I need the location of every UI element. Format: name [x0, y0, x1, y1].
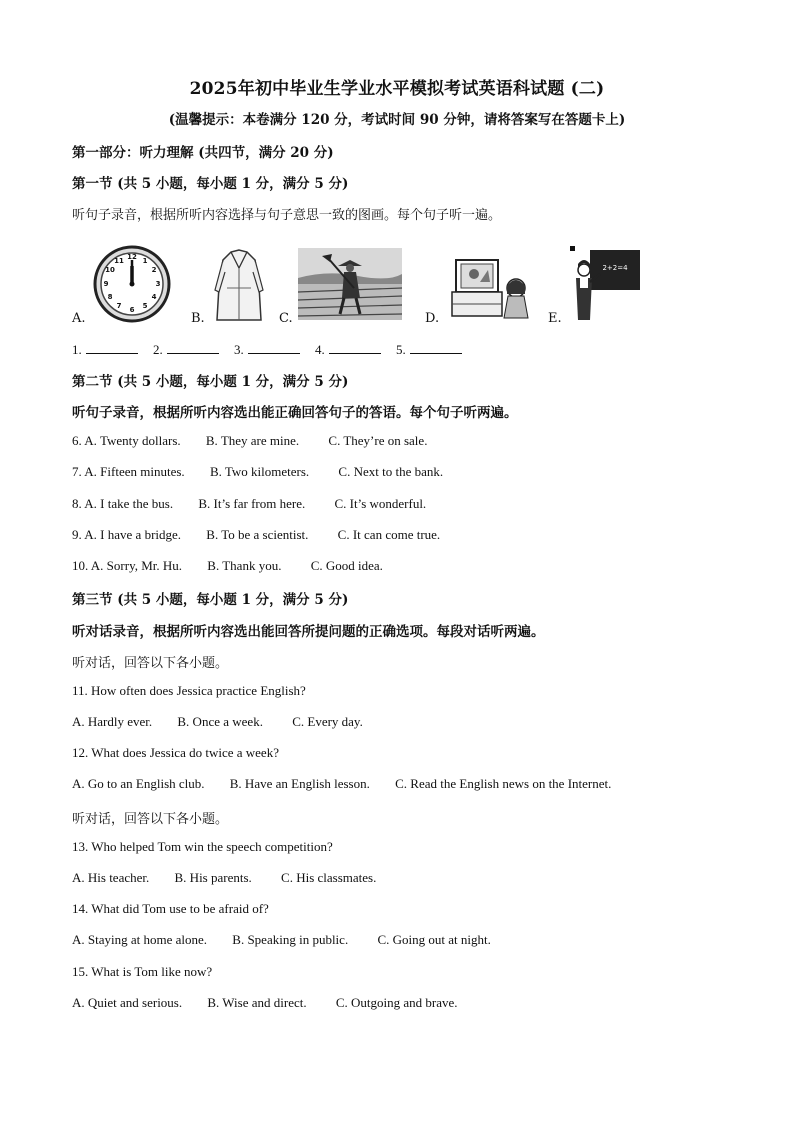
svg-text:6: 6 — [129, 306, 135, 314]
option-a: A. I have a bridge. — [84, 527, 182, 542]
question-14-options — [72, 932, 491, 948]
svg-text:8: 8 — [107, 293, 113, 301]
option-b: B. To be a scientist. — [206, 527, 309, 542]
option-b: B. Thank you. — [207, 558, 282, 573]
blank-label: 2. — [153, 342, 163, 357]
question-7 — [72, 464, 443, 480]
answer-blank[interactable] — [410, 341, 462, 354]
clock-icon — [92, 244, 172, 324]
dialog-prompt-2: 听对话，回答以下各小题。 — [72, 812, 229, 827]
part1-heading: 第一部分：听力理解 (共四节，满分 20 分) — [72, 145, 334, 161]
svg-text:4: 4 — [151, 293, 157, 301]
option-b: B. His parents. — [174, 870, 252, 885]
picture-letter-b: B. — [191, 311, 205, 326]
option-a: A. His teacher. — [72, 870, 150, 885]
option-c: C. Good idea. — [310, 558, 383, 573]
question-number: 7. — [72, 464, 82, 479]
blank-label: 4. — [315, 342, 325, 357]
option-c: C. Every day. — [292, 714, 363, 729]
picture-letter-a: A. — [72, 311, 86, 326]
option-c: C. Next to the bank. — [338, 464, 444, 479]
question-8 — [72, 496, 426, 512]
question-13: 13. Who helped Tom win the speech competition? — [72, 839, 333, 854]
option-c: C. His classmates. — [281, 870, 377, 885]
option-b: B. Speaking in public. — [232, 932, 349, 947]
option-b: B. Two kilometers. — [209, 464, 310, 479]
option-b: B. Wise and direct. — [207, 995, 307, 1010]
svg-text:3: 3 — [155, 280, 161, 288]
sec2-instruction: 听句子录音，根据所听内容选出能正确回答句子的答语。每个句子听两遍。 — [72, 405, 518, 421]
svg-text:2: 2 — [151, 266, 157, 274]
question-9 — [72, 527, 440, 543]
sec1-instruction: 听句子录音，根据所听内容选择与句子意思一致的图画。每个句子听一遍。 — [72, 208, 502, 223]
picture-letter-e: E. — [548, 311, 562, 326]
option-b: B. They are mine. — [205, 433, 300, 448]
option-b: B. It’s far from here. — [198, 496, 306, 511]
question-number: 6. — [72, 433, 82, 448]
svg-text:10: 10 — [105, 266, 115, 274]
question-6 — [72, 433, 427, 449]
answer-blanks — [72, 341, 474, 358]
sec3-instruction: 听对话录音，根据所听内容选出能回答所提问题的正确选项。每段对话听两遍。 — [72, 624, 545, 640]
option-a: A. Quiet and serious. — [72, 995, 183, 1010]
coat-icon — [209, 246, 269, 324]
question-12: 12. What does Jessica do twice a week? — [72, 745, 279, 760]
svg-text:5: 5 — [142, 302, 148, 310]
option-a: A. Sorry, Mr. Hu. — [90, 558, 183, 573]
question-13-options — [72, 870, 376, 886]
option-a: A. Go to an English club. — [72, 776, 205, 791]
question-11: 11. How often does Jessica practice English? — [72, 683, 306, 698]
page-title: 2025年初中毕业生学业水平模拟考试英语科试题 (二) — [189, 79, 605, 99]
picture-letter-d: D. — [425, 311, 440, 326]
option-a: A. I take the bus. — [84, 496, 174, 511]
svg-text:11: 11 — [114, 257, 124, 265]
answer-blank[interactable] — [167, 341, 219, 354]
option-c: C. Going out at night. — [377, 932, 491, 947]
blackboard-text: 2+2=4 — [602, 264, 628, 272]
option-c: C. They’re on sale. — [328, 433, 428, 448]
sec2-heading: 第二节 (共 5 小题，每小题 1 分，满分 5 分) — [72, 374, 349, 390]
answer-blank[interactable] — [86, 341, 138, 354]
question-11-options — [72, 714, 363, 730]
farmer-field-icon — [298, 248, 402, 320]
option-b: B. Have an English lesson. — [229, 776, 370, 791]
svg-text:7: 7 — [116, 302, 122, 310]
question-15: 15. What is Tom like now? — [72, 964, 213, 979]
option-a: A. Hardly ever. — [72, 714, 153, 729]
question-12-options — [72, 776, 611, 792]
option-c: C. Read the English news on the Internet. — [395, 776, 612, 791]
option-c: C. It’s wonderful. — [334, 496, 427, 511]
option-b: B. Once a week. — [177, 714, 263, 729]
answer-blank[interactable] — [329, 341, 381, 354]
option-a: A. Fifteen minutes. — [84, 464, 185, 479]
blank-label: 5. — [396, 342, 406, 357]
svg-text:9: 9 — [103, 280, 109, 288]
exam-hint: (温馨提示：本卷满分 120 分，考试时间 90 分钟，请将答案写在答题卡上) — [168, 112, 626, 128]
question-number: 9. — [72, 527, 82, 542]
question-15-options — [72, 995, 458, 1011]
blank-label: 3. — [234, 342, 244, 357]
question-14: 14. What did Tom use to be afraid of? — [72, 901, 269, 916]
svg-text:1: 1 — [142, 257, 148, 265]
sec3-heading: 第三节 (共 5 小题，每小题 1 分，满分 5 分) — [72, 592, 349, 608]
question-10 — [72, 558, 383, 574]
dialog-prompt-1: 听对话，回答以下各小题。 — [72, 656, 229, 671]
question-number: 10. — [72, 558, 89, 573]
picture-letter-c: C. — [279, 311, 293, 326]
picture-options — [72, 244, 672, 328]
sec1-heading: 第一节 (共 5 小题，每小题 1 分，满分 5 分) — [72, 176, 349, 192]
answer-blank[interactable] — [248, 341, 300, 354]
svg-text:12: 12 — [127, 253, 137, 261]
option-c: C. Outgoing and brave. — [335, 995, 458, 1010]
girl-tv-icon — [450, 256, 530, 324]
teacher-blackboard-icon — [566, 244, 646, 324]
question-number: 8. — [72, 496, 82, 511]
option-c: C. It can come true. — [337, 527, 441, 542]
option-a: A. Staying at home alone. — [72, 932, 208, 947]
option-a: A. Twenty dollars. — [84, 433, 181, 448]
blank-label: 1. — [72, 342, 82, 357]
